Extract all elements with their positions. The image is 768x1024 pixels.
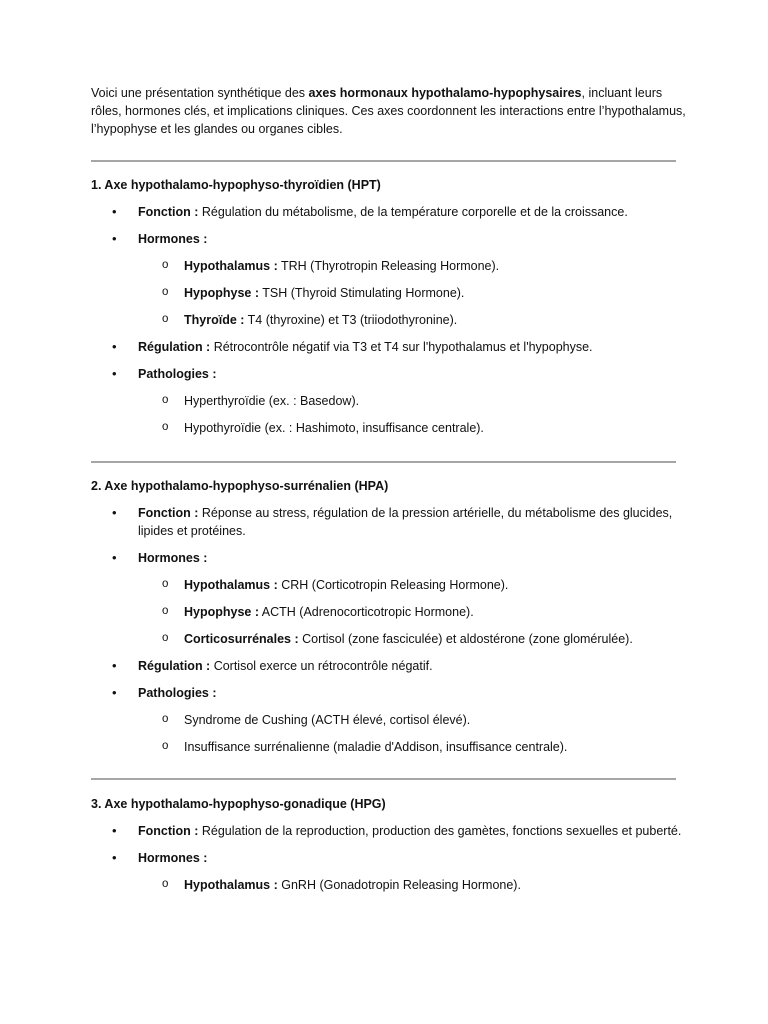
item-text: Réponse au stress, régulation de la pression artérielle, du métabolisme des glucides, lipides et protéines. (138, 506, 673, 538)
item-label: Hypothalamus : (184, 878, 278, 892)
sublist-item (138, 603, 691, 621)
section-title: 3. Axe hypothalamo-hypophyso-gonadique (HPG) (91, 797, 386, 811)
sublist-item (138, 630, 691, 648)
intro-text-end: , incluant leurs rôles, hormones clés, et implications cliniques. Ces axes coordonnent les interactions entre l’hypothalamus, l’hypophyse et les glandes ou organes cibles. (91, 86, 686, 136)
item-label: Thyroïde : (184, 313, 245, 327)
sublist-item: o Insuffisance surrénalienne (maladie d'Addison, insuffisance centrale). (138, 738, 691, 756)
section-hpg (91, 795, 691, 903)
sublist-item: o Syndrome de Cushing (ACTH élevé, cortisol élevé). (138, 711, 691, 729)
item-label: Pathologies : (138, 686, 217, 700)
item-label: Hormones : (138, 851, 208, 865)
item-label: Hormones : (138, 551, 208, 565)
item-text: Régulation du métabolisme, de la température corporelle et de la croissance. (198, 205, 628, 219)
item-label: Fonction : (138, 205, 199, 219)
sublist-item (138, 876, 691, 894)
pathologies-sublist (138, 711, 691, 756)
list-item-pathologies (91, 684, 691, 756)
item-text: Régulation de la reproduction, production des gamètes, fonctions sexuelles et puberté. (198, 824, 682, 838)
section-hpa (91, 477, 691, 765)
list-item-regulation (91, 657, 691, 675)
item-label: Corticosurrénales : (184, 632, 299, 646)
intro-paragraph (91, 84, 691, 138)
sublist-item (138, 311, 691, 329)
section-divider (91, 778, 676, 780)
list-item-hormones (91, 549, 691, 648)
list-item-fonction (91, 504, 691, 540)
item-text: Cortisol (zone fasciculée) et aldostérone (zone glomérulée). (298, 632, 633, 646)
section-title: 1. Axe hypothalamo-hypophyso-thyroïdien (HPT) (91, 178, 381, 192)
hormones-sublist (138, 257, 691, 329)
item-text: T4 (thyroxine) et T3 (triiodothyronine). (244, 313, 458, 327)
item-label: Régulation : (138, 659, 211, 673)
item-text: ACTH (Adrenocorticotropic Hormone). (259, 605, 474, 619)
section-divider (91, 160, 676, 162)
item-text: TSH (Thyroid Stimulating Hormone). (259, 286, 465, 300)
section-divider (91, 461, 676, 463)
item-label: Fonction : (138, 506, 199, 520)
list-item-pathologies (91, 365, 691, 437)
item-label: Hypothalamus : (184, 259, 278, 273)
intro-bold-text: axes hormonaux hypothalamo-hypophysaires (308, 86, 582, 100)
item-text: CRH (Corticotropin Releasing Hormone). (277, 578, 509, 592)
section-list (91, 504, 691, 756)
pathologies-sublist (138, 392, 691, 437)
list-item-fonction (91, 203, 691, 221)
list-item-fonction (91, 822, 691, 840)
hormones-sublist (138, 876, 691, 894)
item-label: Hypophyse : (184, 605, 260, 619)
section-list (91, 203, 691, 437)
hormones-sublist (138, 576, 691, 648)
item-label: Fonction : (138, 824, 199, 838)
list-item-hormones (91, 230, 691, 329)
item-label: Pathologies : (138, 367, 217, 381)
sublist-item (138, 576, 691, 594)
item-text: GnRH (Gonadotropin Releasing Hormone). (277, 878, 521, 892)
item-label: Hormones : (138, 232, 208, 246)
section-hpt (91, 176, 691, 446)
item-text: TRH (Thyrotropin Releasing Hormone). (277, 259, 500, 273)
intro-text-start: Voici une présentation synthétique des (91, 86, 309, 100)
list-item-hormones (91, 849, 691, 894)
item-text: Rétrocontrôle négatif via T3 et T4 sur l'hypothalamus et l'hypophyse. (210, 340, 593, 354)
sublist-item (138, 257, 691, 275)
sublist-item: o Hypothyroïdie (ex. : Hashimoto, insuffisance centrale). (138, 419, 691, 437)
item-label: Hypothalamus : (184, 578, 278, 592)
section-list (91, 822, 691, 894)
sublist-item: o Hyperthyroïdie (ex. : Basedow). (138, 392, 691, 410)
item-text: Cortisol exerce un rétrocontrôle négatif. (210, 659, 433, 673)
list-item-regulation (91, 338, 691, 356)
sublist-item (138, 284, 691, 302)
section-title: 2. Axe hypothalamo-hypophyso-surrénalien (HPA) (91, 479, 389, 493)
item-label: Régulation : (138, 340, 211, 354)
item-label: Hypophyse : (184, 286, 260, 300)
